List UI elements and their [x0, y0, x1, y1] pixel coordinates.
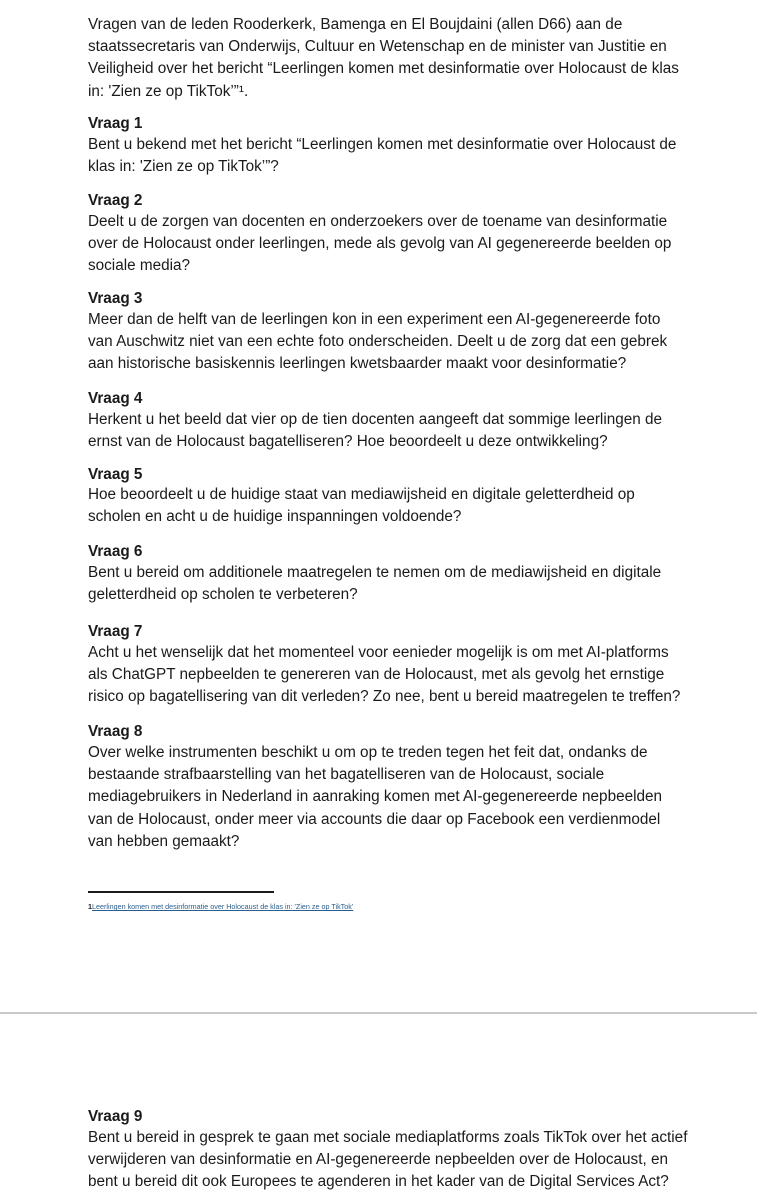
question-3-title: Vraag 3 [88, 290, 143, 307]
question-7-text: Acht u het wenselijk dat het momenteel voor eenieder mogelijk is om met AI-platforms als ChatGPT nepbeelden te genereren van de Holocaust, met als gevolg het ernstige risico op bagatellisering van dit verleden? Zo nee, bent u bereid maatregelen te treffen? [88, 644, 681, 706]
question-2-text: Deelt u de zorgen van docenten en onderzoekers over de toename van desinformatie over de Holocaust onder leerlingen, mede als gevolg van AI gegenereerde beelden op sociale media? [88, 213, 672, 275]
footnote-number: 1 [88, 902, 92, 911]
question-1-title: Vraag 1 [88, 115, 143, 132]
question-7-title: Vraag 7 [88, 623, 143, 640]
question-4-text: Herkent u het beeld dat vier op de tien docenten aangeeft dat sommige leerlingen de ernst van de Holocaust bagatelliseren? Hoe beoordeelt u deze ontwikkeling? [88, 411, 663, 451]
intro-paragraph: Vragen van de leden Rooderkerk, Bamenga en El Boujdaini (allen D66) aan de staatssecretaris van Onderwijs, Cultuur en Wetenschap en de minister van Justitie en Veiligheid over het bericht “Leerlingen komen met desinformatie over Holocaust de klas in: 'Zien ze op TikTok’”¹. [88, 16, 679, 100]
question-3-text: Meer dan de helft van de leerlingen kon in een experiment een AI-gegenereerde foto van Auschwitz niet van een echte foto onderscheiden. Deelt u de zorg dat een gebrek aan historische basiskennis leerlingen kwetsbaarder maakt voor desinformatie? [88, 311, 668, 373]
question-8-title: Vraag 8 [88, 723, 143, 740]
question-6-title: Vraag 6 [88, 543, 143, 560]
document-page-2 [0, 1015, 757, 1200]
question-6-text: Bent u bereid om additionele maatregelen te nemen om de mediawijsheid en digitale geletterdheid op scholen te verbeteren? [88, 564, 662, 604]
question-8-text: Over welke instrumenten beschikt u om op te treden tegen het feit dat, ondanks de bestaande strafbaarstelling van het bagatelliseren van de Holocaust, sociale mediagebruikers in Nederland in aanraking komen met AI-gegenereerde nepbeelden van de Holocaust, onder meer via accounts die daar op Facebook een verdienmodel van hebben gemaakt? [88, 744, 663, 850]
question-5-text: Hoe beoordeelt u de huidige staat van mediawijsheid en digitale geletterdheid op scholen en acht u de huidige inspanningen voldoende? [88, 486, 635, 526]
question-5-title: Vraag 5 [88, 466, 143, 483]
page-break-divider [0, 1012, 757, 1014]
question-1-text: Bent u bekend met het bericht “Leerlingen komen met desinformatie over Holocaust de klas in: 'Zien ze op TikTok’”? [88, 136, 677, 176]
footnote [88, 902, 353, 912]
question-4-title: Vraag 4 [88, 390, 143, 407]
footnote-link[interactable]: Leerlingen komen met desinformatie over Holocaust de klas in: 'Zien ze op TikTok' [92, 902, 354, 911]
footnote-separator [88, 891, 274, 893]
question-2-title: Vraag 2 [88, 192, 143, 209]
question-9-title: Vraag 9 [88, 1108, 143, 1125]
question-9-text: Bent u bereid in gesprek te gaan met sociale mediaplatforms zoals TikTok over het actief verwijderen van desinformatie en AI-gegenereerde nepbeelden over de Holocaust, en bent u bereid dit ook Europees te agenderen in het kader van de Digital Services Act? [88, 1129, 688, 1191]
